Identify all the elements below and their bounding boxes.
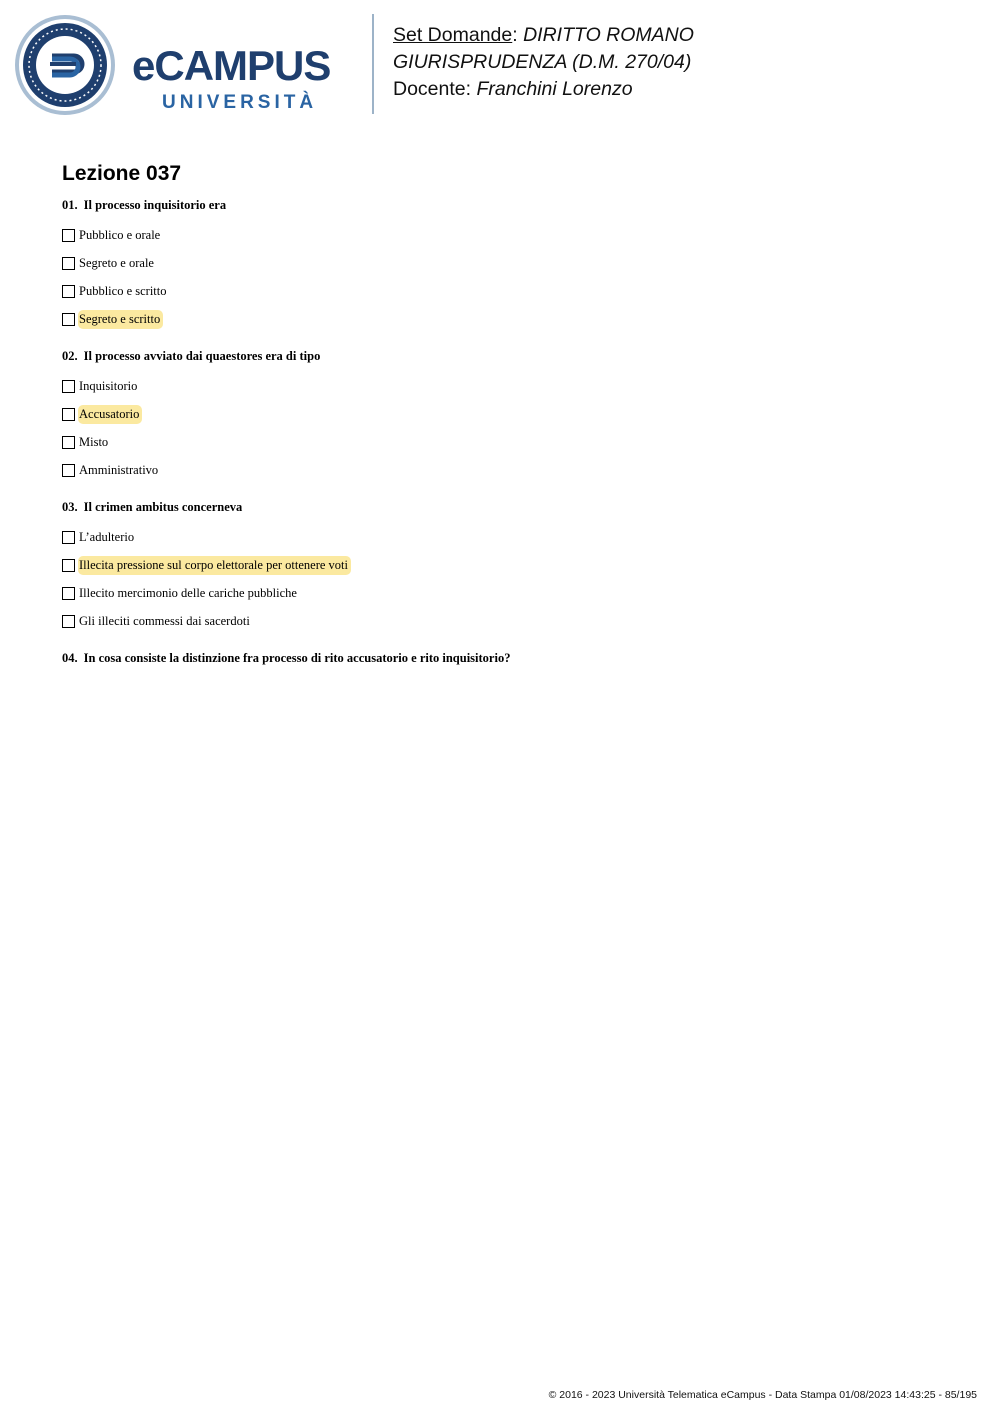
course-degree: GIURISPRUDENZA (D.M. 270/04)	[393, 51, 692, 73]
question-label: Il crimen ambitus concerneva	[83, 500, 243, 514]
answer-text-highlighted: Segreto e scritto	[78, 310, 163, 329]
answer-option[interactable]	[62, 249, 962, 277]
answer-checkbox[interactable]	[62, 559, 75, 572]
answer-checkbox[interactable]	[62, 615, 75, 628]
answer-text: Amministrativo	[79, 462, 159, 477]
ecampus-logo	[14, 14, 354, 116]
answer-option[interactable]	[62, 372, 962, 400]
header-divider	[372, 14, 374, 114]
question-list	[62, 195, 962, 681]
question-text	[62, 195, 962, 215]
course-name: DIRITTO ROMANO	[523, 24, 694, 46]
answer-text: Gli illeciti commessi dai sacerdoti	[79, 613, 250, 628]
answer-text: Illecito mercimonio delle cariche pubbliche	[79, 585, 297, 600]
answer-option[interactable]	[62, 607, 962, 635]
answer-checkbox[interactable]	[62, 436, 75, 449]
answer-option[interactable]	[62, 523, 962, 551]
answer-option[interactable]	[62, 277, 962, 305]
answer-option[interactable]	[62, 456, 962, 484]
lesson-title: Lezione 037	[62, 162, 182, 185]
answer-text: Inquisitorio	[79, 378, 138, 393]
question-label: Il processo avviato dai quaestores era di tipo	[83, 349, 321, 363]
seal-icon	[15, 15, 115, 115]
question-number: 03.	[62, 500, 78, 514]
answer-option[interactable]	[62, 551, 962, 579]
svg-text:UNIVERSITÀ: UNIVERSITÀ	[162, 92, 318, 113]
answer-text: Segreto e orale	[79, 255, 154, 270]
answer-checkbox[interactable]	[62, 464, 75, 477]
answer-option[interactable]	[62, 428, 962, 456]
answer-checkbox[interactable]	[62, 408, 75, 421]
answer-text: Misto	[79, 434, 109, 449]
set-line	[393, 22, 953, 49]
answer-option[interactable]	[62, 579, 962, 607]
answer-text-highlighted: Illecita pressione sul corpo elettorale per ottenere voti	[78, 556, 351, 575]
answer-checkbox[interactable]	[62, 587, 75, 600]
teacher-label: Docente:	[393, 78, 477, 100]
answer-text: Pubblico e orale	[79, 227, 161, 242]
question-text	[62, 346, 962, 366]
question-text	[62, 648, 962, 668]
page-footer: © 2016 - 2023 Università Telematica eCampus - Data Stampa 01/08/2023 14:43:25 - 85/195	[548, 1389, 977, 1401]
answer-checkbox[interactable]	[62, 313, 75, 326]
course-info	[393, 22, 953, 103]
answer-option[interactable]	[62, 221, 962, 249]
question-text	[62, 497, 962, 517]
answer-checkbox[interactable]	[62, 380, 75, 393]
set-separator: :	[512, 24, 524, 46]
question-number: 01.	[62, 198, 78, 212]
answer-text: Pubblico e scritto	[79, 283, 167, 298]
answer-checkbox[interactable]	[62, 229, 75, 242]
question-4	[62, 648, 962, 668]
question-2	[62, 346, 962, 484]
question-number: 04.	[62, 651, 78, 665]
question-number: 02.	[62, 349, 78, 363]
question-1	[62, 195, 962, 333]
set-label: Set Domande	[393, 24, 513, 46]
svg-text:eCAMPUS: eCAMPUS	[132, 42, 331, 89]
answer-checkbox[interactable]	[62, 257, 75, 270]
question-label: Il processo inquisitorio era	[83, 198, 227, 212]
answer-checkbox[interactable]	[62, 285, 75, 298]
answer-option[interactable]	[62, 400, 962, 428]
teacher-name: Franchini Lorenzo	[476, 78, 633, 100]
answer-text-highlighted: Accusatorio	[78, 405, 142, 424]
answer-text: L’adulterio	[79, 529, 135, 544]
question-label: In cosa consiste la distinzione fra processo di rito accusatorio e rito inquisitorio?	[83, 651, 511, 665]
teacher-line	[393, 76, 953, 103]
answer-option[interactable]	[62, 305, 962, 333]
question-3	[62, 497, 962, 635]
answer-checkbox[interactable]	[62, 531, 75, 544]
